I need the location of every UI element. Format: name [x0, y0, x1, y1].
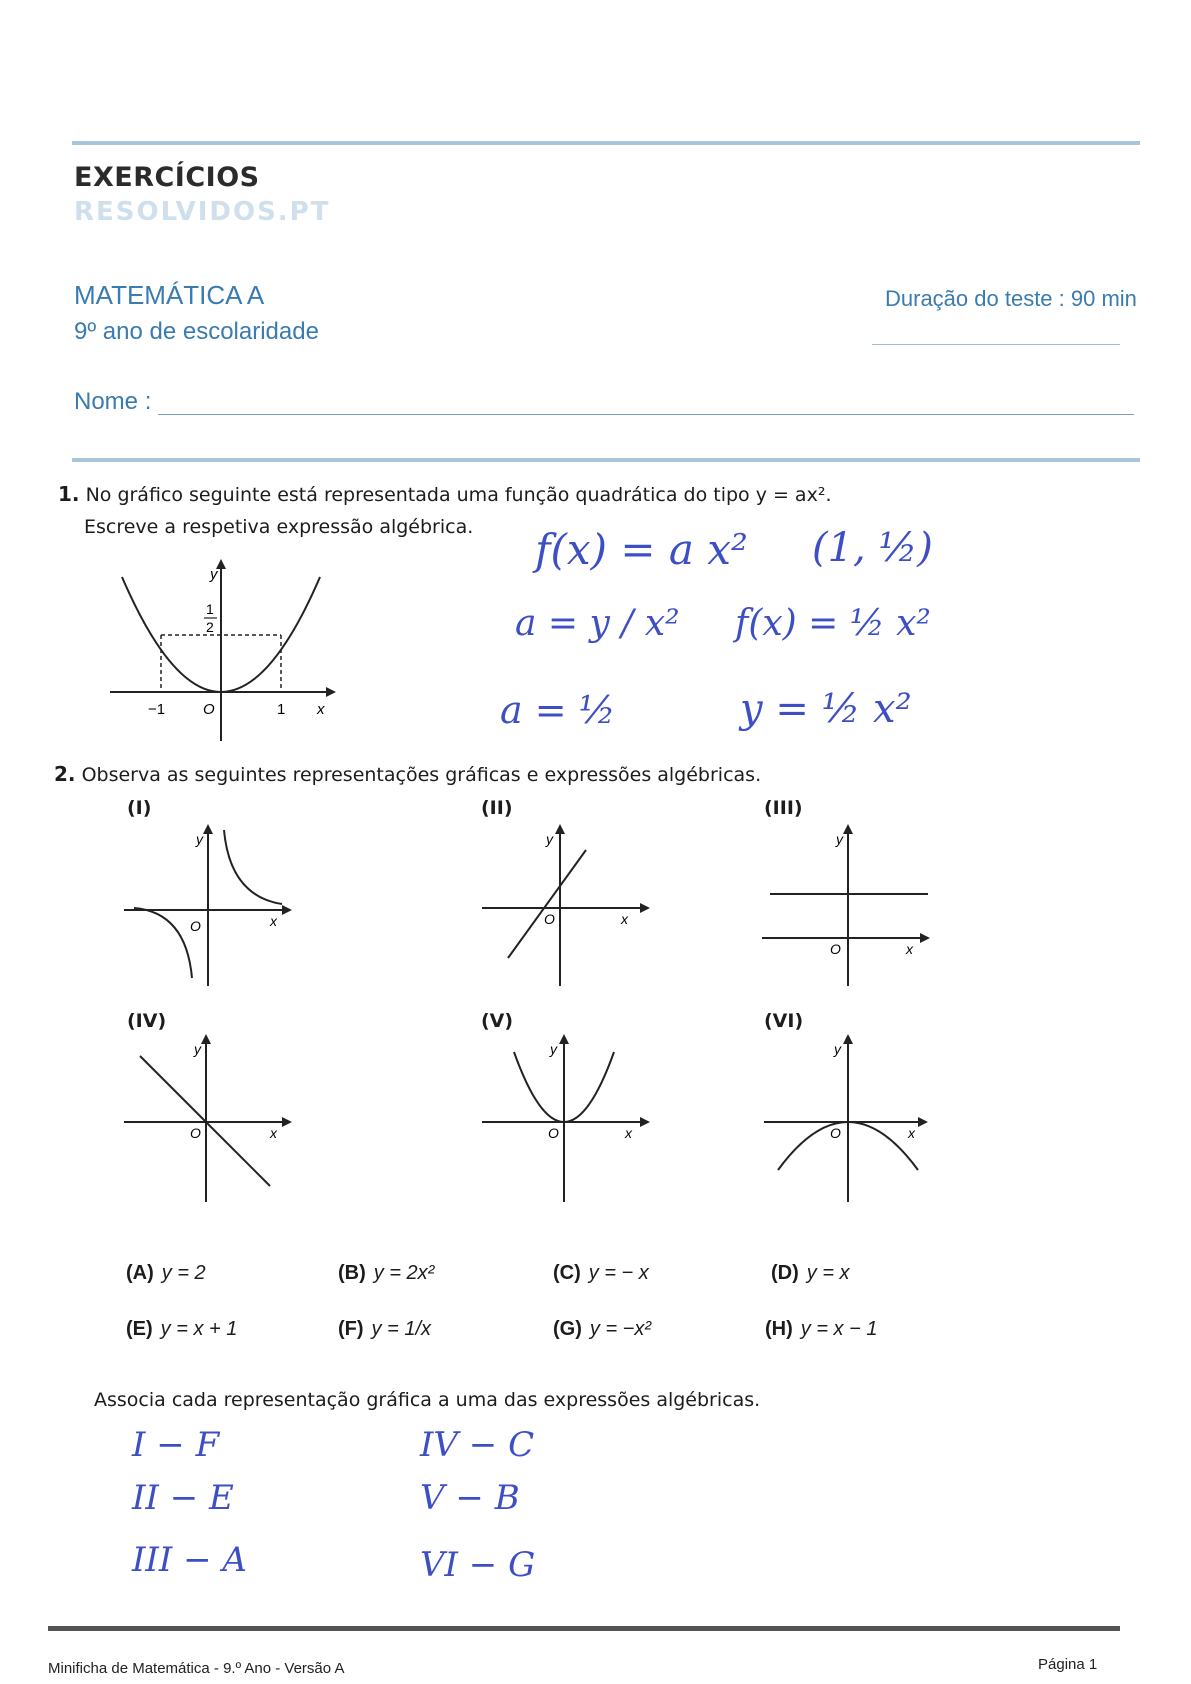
- g1-y: y: [196, 831, 203, 847]
- g2-o: O: [544, 911, 555, 927]
- g3-o: O: [830, 941, 841, 957]
- q1-hand-line1: f(x) = a x²: [535, 525, 748, 574]
- option-a: (A) y = 2: [126, 1262, 206, 1284]
- answer-5: V − B: [420, 1478, 520, 1518]
- g4-o: O: [190, 1125, 201, 1141]
- page-number: Página 1: [1038, 1656, 1098, 1673]
- option-b: (B) y = 2x²: [338, 1262, 435, 1284]
- footer-left: Minificha de Matemática - 9.º Ano - Versão A: [48, 1660, 345, 1677]
- g5-x: x: [625, 1125, 632, 1141]
- answer-4: IV − C: [420, 1425, 535, 1465]
- g6-o: O: [830, 1125, 841, 1141]
- q1-hand-y-result: y = ½ x²: [740, 686, 912, 732]
- duration-underline: [872, 344, 1120, 345]
- answer-2: II − E: [132, 1478, 234, 1518]
- test-duration: Duração do teste : 90 min: [885, 286, 1137, 311]
- g6-x: x: [908, 1125, 915, 1141]
- subject-title: MATEMÁTICA A: [74, 280, 265, 310]
- header-bottom-rule: [72, 458, 1140, 462]
- brand-line-2: RESOLVIDOS.PT: [74, 197, 331, 227]
- g2-x: x: [621, 911, 628, 927]
- q1-tick-pos: 1: [277, 701, 286, 718]
- graph-label-6: (VI): [764, 1010, 804, 1032]
- option-g: (G) y = −x²: [553, 1318, 652, 1340]
- answer-1: I − F: [132, 1425, 220, 1465]
- q1-number: 1.: [58, 482, 80, 506]
- q1-half-num: 1: [206, 601, 214, 617]
- graph-5: [478, 1030, 658, 1205]
- g4-y: y: [194, 1041, 201, 1057]
- graph-label-4: (IV): [127, 1010, 167, 1032]
- q1-hand-f-result: f(x) = ½ x²: [735, 603, 931, 644]
- option-e: (E) y = x + 1: [126, 1318, 238, 1340]
- g3-x: x: [906, 941, 913, 957]
- q1-origin: O: [203, 701, 215, 718]
- option-d: (D) y = x: [771, 1262, 850, 1284]
- graph-4: [120, 1030, 300, 1205]
- g1-x: x: [270, 913, 277, 929]
- g5-o: O: [548, 1125, 559, 1141]
- q1-y-label: y: [210, 566, 218, 583]
- q1-graph: [108, 555, 340, 745]
- q1-instruction: Escreve a respetiva expressão algébrica.: [84, 516, 474, 538]
- top-rule: [72, 141, 1140, 145]
- answer-3: III − A: [132, 1540, 247, 1580]
- graph-label-3: (III): [764, 797, 803, 819]
- q2-statement: [54, 762, 761, 786]
- q1-x-label: x: [317, 701, 325, 718]
- graph-3: [760, 820, 940, 990]
- graph-label-5: (V): [481, 1010, 514, 1032]
- q2-text: Observa as seguintes representações gráficas e expressões algébricas.: [81, 764, 762, 786]
- q1-hand-point: (1, ½): [812, 525, 933, 571]
- brand-line-1: EXERCÍCIOS: [74, 162, 260, 193]
- name-field-line[interactable]: [158, 414, 1134, 415]
- graph-6: [760, 1030, 940, 1205]
- q2-number: 2.: [54, 762, 76, 786]
- g3-y: y: [836, 831, 843, 847]
- grade-level: 9º ano de escolaridade: [74, 318, 319, 345]
- q1-text: No gráfico seguinte está representada uma função quadrática do tipo y = ax².: [85, 484, 832, 506]
- footer-rule: [48, 1626, 1120, 1631]
- q1-half-den: 2: [206, 619, 214, 635]
- name-label: Nome :: [74, 388, 152, 415]
- option-h: (H) y = x − 1: [765, 1318, 878, 1340]
- graph-1: [120, 820, 300, 990]
- g5-y: y: [550, 1041, 557, 1057]
- graph-label-2: (II): [481, 797, 513, 819]
- q1-statement: [58, 482, 831, 506]
- q1-hand-a-def: a = y / x²: [515, 603, 680, 644]
- option-f: (F) y = 1/x: [338, 1318, 432, 1340]
- g4-x: x: [270, 1125, 277, 1141]
- g6-y: y: [834, 1041, 841, 1057]
- g1-o: O: [190, 918, 201, 934]
- g2-y: y: [546, 831, 553, 847]
- q2-instruction: Associa cada representação gráfica a uma das expressões algébricas.: [94, 1389, 761, 1411]
- q1-hand-a-value: a = ½: [500, 688, 616, 732]
- graph-2: [478, 820, 658, 990]
- graph-label-1: (I): [127, 797, 152, 819]
- answer-6: VI − G: [420, 1545, 536, 1585]
- q1-tick-neg: −1: [148, 701, 166, 718]
- option-c: (C) y = − x: [553, 1262, 649, 1284]
